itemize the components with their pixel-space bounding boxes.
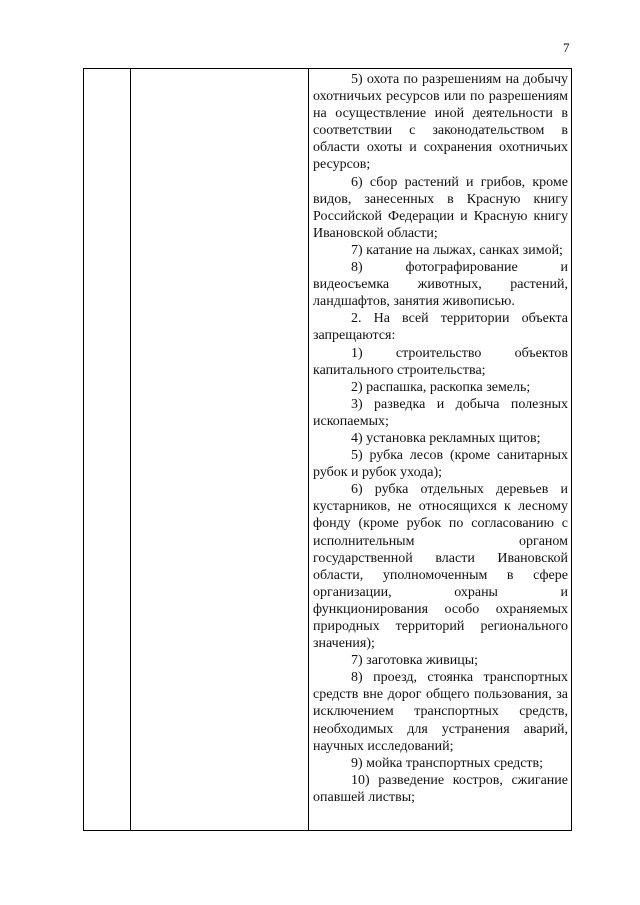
paragraph-photography: 8) фотографирование и видеосъемка животных, растений, ландшафтов, занятия живописью. xyxy=(313,260,568,310)
paragraph-billboards: 4) установка рекламных щитов; xyxy=(351,430,541,446)
column-divider-1 xyxy=(130,69,131,830)
paragraph-tree-cutting: 6) рубка отдельных деревьев и кустарников, не относящихся к лесному фонду (кроме рубок по согласованию с исполнительным органом государственной власти Ивановской области, уполномоченным в сфере организации, охраны и функционирования особо охраняемых природных территорий регионального значения); xyxy=(313,482,568,652)
regime-text-cell xyxy=(313,71,568,806)
column-divider-2 xyxy=(308,69,309,830)
paragraph-construction: 1) строительство объектов капитального строительства; xyxy=(313,345,568,378)
paragraph-vehicle-washing: 9) мойка транспортных средств; xyxy=(351,755,544,771)
paragraph-skiing: 7) катание на лыжах, санках зимой; xyxy=(351,242,563,258)
paragraph-plowing: 2) распашка, раскопка земель; xyxy=(351,379,531,395)
paragraph-resin: 7) заготовка живицы; xyxy=(351,653,479,669)
paragraph-vehicles: 8) проезд, стоянка транспортных средств вне дорог общего пользования, за исключением транспортных средств, необходимых для устранения аварий, научных исследований; xyxy=(313,670,568,754)
paragraph-prohibited-heading: 2. На всей территории объекта запрещаются: xyxy=(313,311,568,344)
paragraph-logging: 5) рубка лесов (кроме санитарных рубок и рубок ухода); xyxy=(313,448,568,481)
paragraph-fires: 10) разведение костров, сжигание опавшей листвы; xyxy=(313,772,568,805)
paragraph-hunting: 5) охота по разрешениям на добычу охотничьих ресурсов или по разрешениям на осуществление иной деятельности в соответствии с законодательством в области охоты и сохранения охотничьих ресурсов; xyxy=(313,72,568,173)
paragraph-mining: 3) разведка и добыча полезных ископаемых; xyxy=(313,396,568,429)
paragraph-gathering: 6) сбор растений и грибов, кроме видов, занесенных в Красную книгу Российской Федерации и Красную книгу Ивановской области; xyxy=(313,174,568,241)
page-number: 7 xyxy=(563,40,570,55)
regulations-table xyxy=(83,68,572,831)
